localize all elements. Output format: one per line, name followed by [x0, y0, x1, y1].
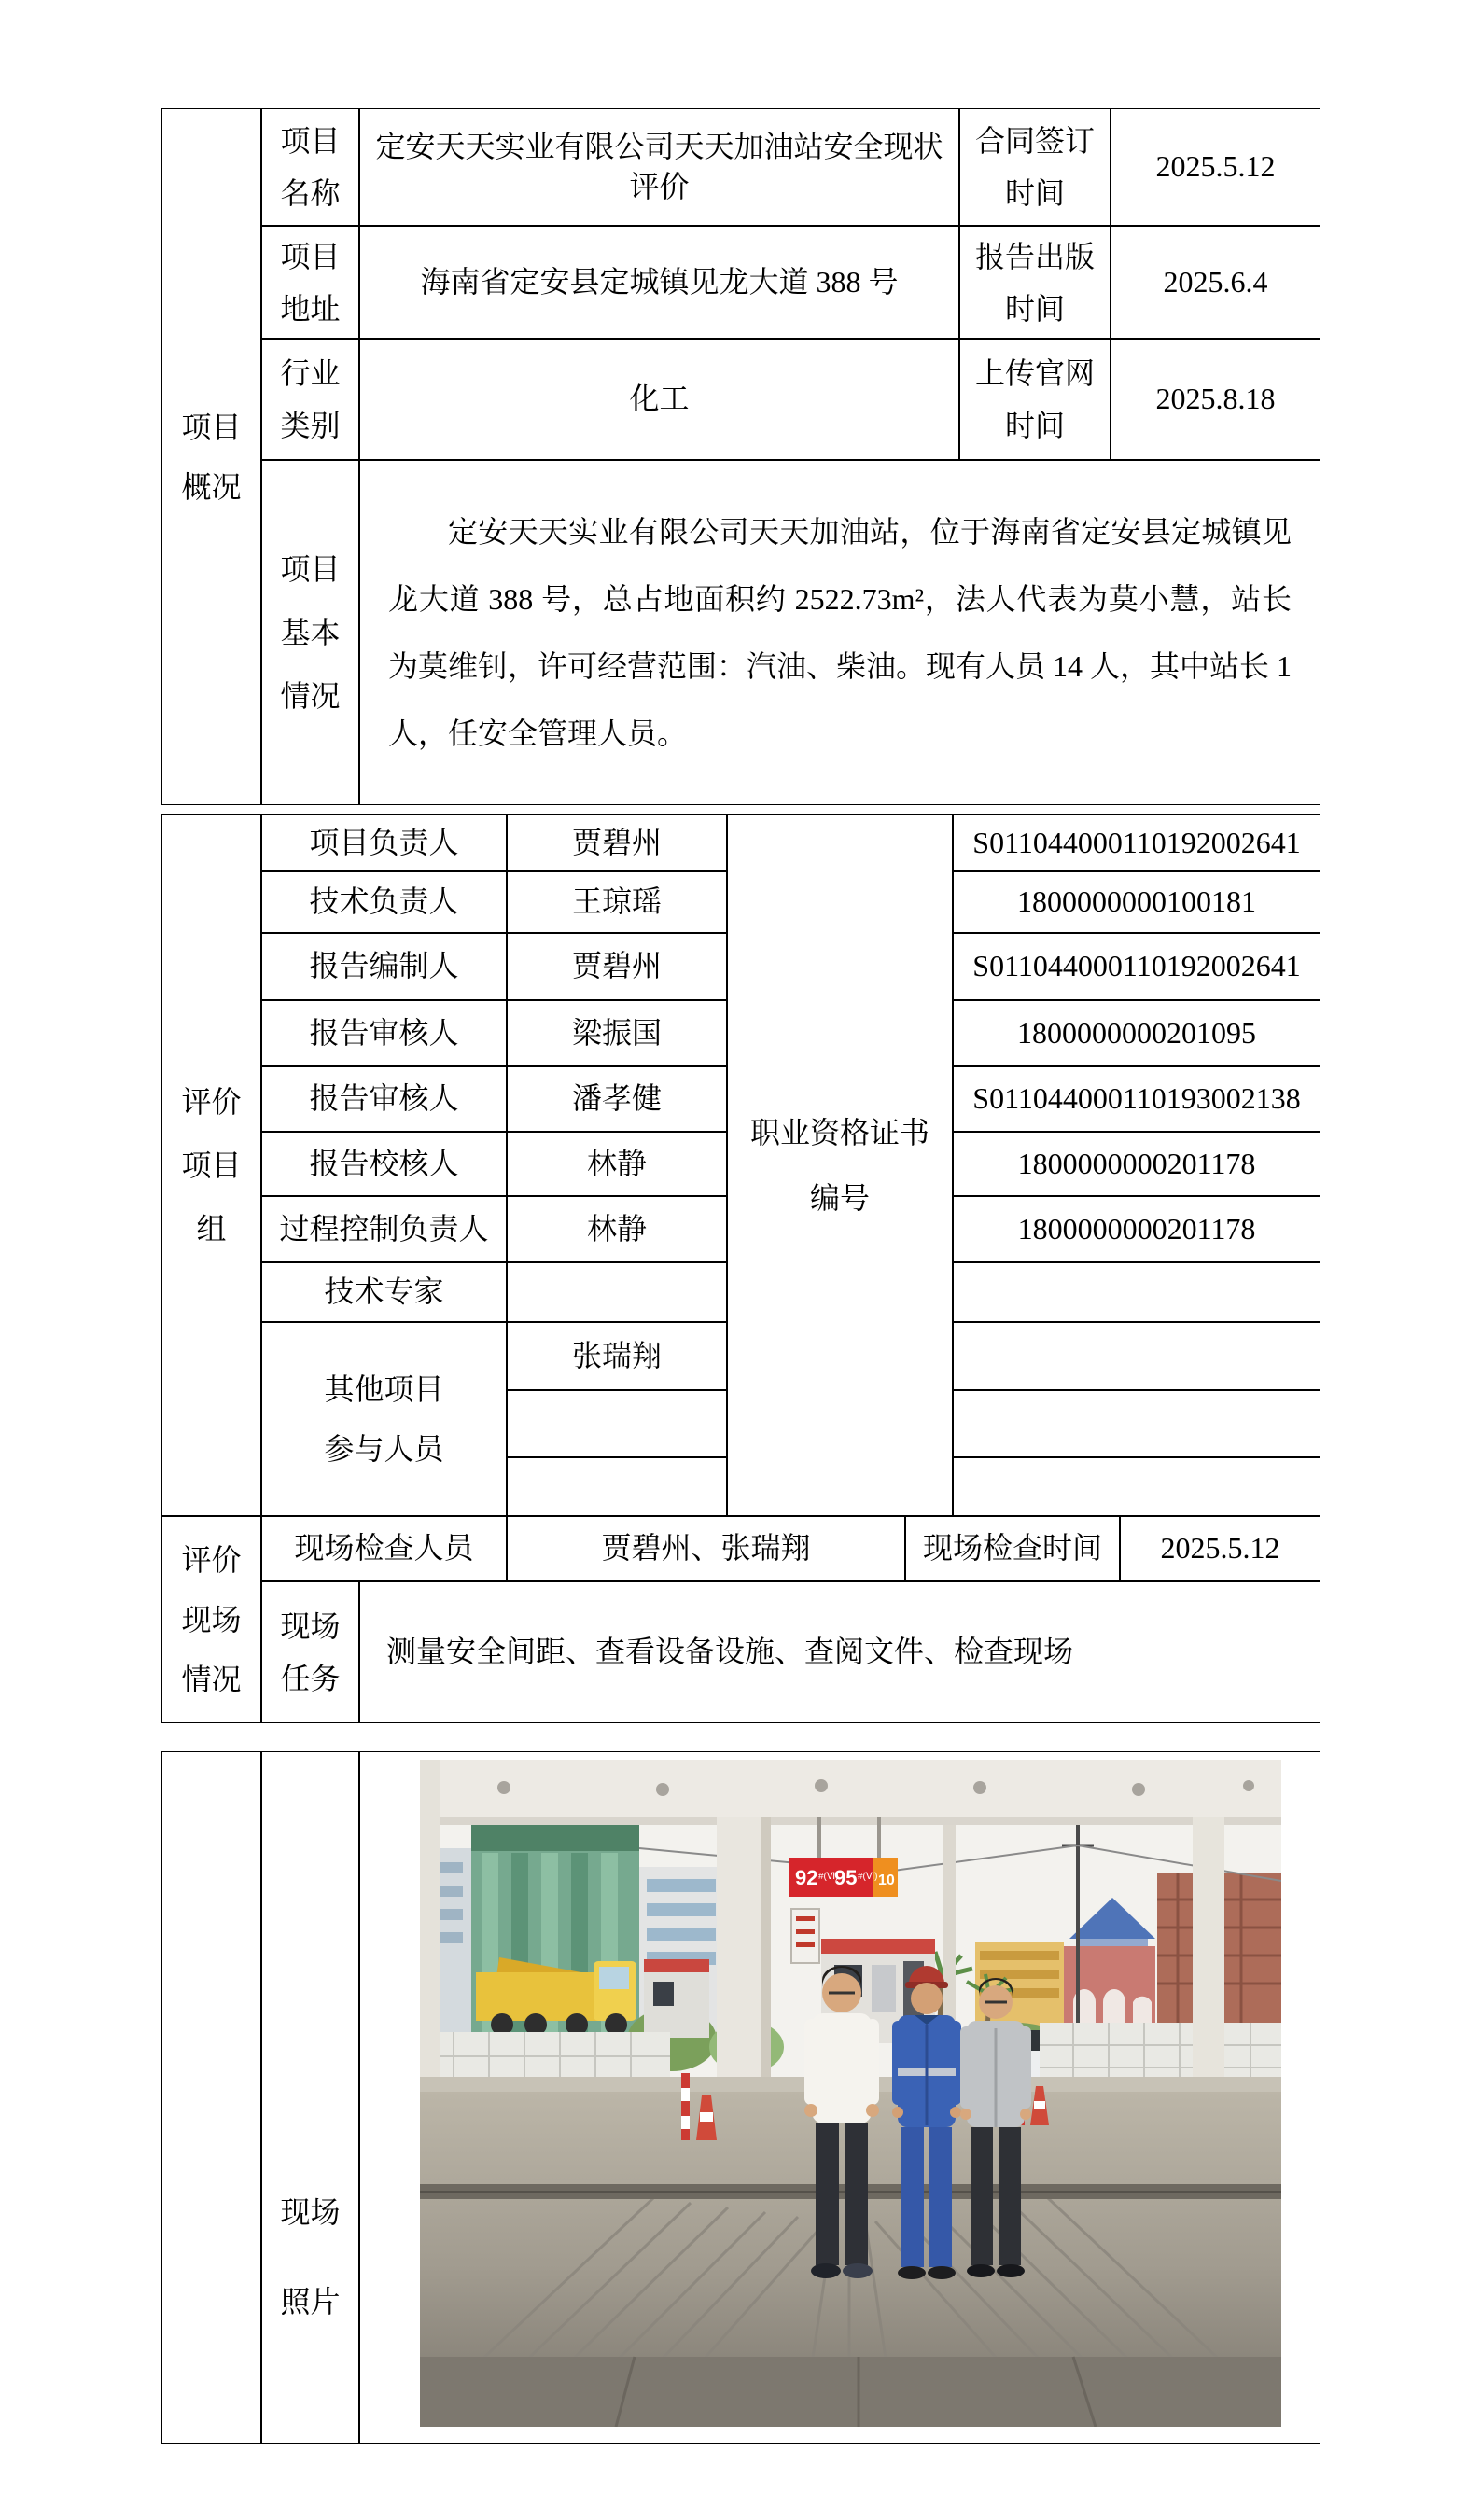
role-report-reviewer-1: 报告审核人	[261, 1000, 507, 1066]
site-photo	[420, 1760, 1281, 2427]
other-participant-name-3	[507, 1457, 727, 1516]
cert-tech-leader: 1800000000100181	[953, 871, 1320, 933]
role-report-reviewer-2: 报告审核人	[261, 1066, 507, 1132]
cert-process-control: 1800000000201178	[953, 1196, 1320, 1262]
inspectors-value: 贾碧州、张瑞翔	[507, 1516, 905, 1581]
inspection-time-value: 2025.5.12	[1120, 1516, 1320, 1581]
name-report-checker: 林静	[507, 1132, 727, 1196]
cert-report-checker: 1800000000201178	[953, 1132, 1320, 1196]
upload-site-time-value: 2025.8.18	[1111, 339, 1320, 460]
other-participant-cert-3	[953, 1457, 1320, 1516]
site-task-text: 测量安全间距、查看设备设施、查阅文件、检查现场	[386, 1635, 1074, 1669]
basic-situation-label: 项目 基本 情况	[261, 460, 359, 805]
upload-site-time-label: 上传官网 时间	[959, 339, 1111, 460]
inspection-time-label: 现场检查时间	[905, 1516, 1120, 1581]
industry-category-label: 行业 类别	[261, 339, 359, 460]
photo-left-empty-cell	[161, 1751, 261, 2444]
report-publish-time-label: 报告出版 时间	[959, 226, 1111, 339]
contract-sign-time-value: 2025.5.12	[1111, 108, 1320, 226]
cert-report-reviewer-2: S011044000110193002138	[953, 1066, 1320, 1132]
cert-project-leader: S011044000110192002641	[953, 814, 1320, 871]
name-report-writer: 贾碧州	[507, 933, 727, 1000]
cert-report-reviewer-1: 1800000000201095	[953, 1000, 1320, 1066]
price-grade-92: 92	[795, 1866, 818, 1889]
name-report-reviewer-2: 潘孝健	[507, 1066, 727, 1132]
other-participants-label: 其他项目 参与人员	[261, 1322, 507, 1516]
role-process-control: 过程控制负责人	[261, 1196, 507, 1262]
name-tech-expert	[507, 1262, 727, 1322]
role-report-writer: 报告编制人	[261, 933, 507, 1000]
industry-category-value: 化工	[359, 339, 959, 460]
contract-sign-time-label: 合同签订 时间	[959, 108, 1111, 226]
role-tech-leader: 技术负责人	[261, 871, 507, 933]
canopy-ceiling	[420, 1760, 1281, 1825]
project-address-label: 项目 地址	[261, 226, 359, 339]
name-project-leader: 贾碧州	[507, 814, 727, 871]
project-name-label: 项目 名称	[261, 108, 359, 226]
name-report-reviewer-1: 梁振国	[507, 1000, 727, 1066]
price-grade-95-sub: #(Ⅵ)	[858, 1872, 878, 1882]
report-publish-time-value: 2025.6.4	[1111, 226, 1320, 339]
price-sign-right: 10	[878, 1873, 895, 1888]
other-participant-cert-2	[953, 1390, 1320, 1457]
cert-report-writer: S011044000110192002641	[953, 933, 1320, 1000]
role-tech-expert: 技术专家	[261, 1262, 507, 1322]
project-name-value: 定安天天实业有限公司天天加油站安全现状评价	[359, 108, 959, 226]
site-task-label: 现场 任务	[261, 1581, 359, 1723]
role-project-leader: 项目负责人	[261, 814, 507, 871]
cert-number-label: 职业资格证书 编号	[727, 814, 953, 1516]
other-participant-cert-1	[953, 1322, 1320, 1390]
inspectors-label: 现场检查人员	[261, 1516, 507, 1581]
price-grade-95: 95	[834, 1866, 858, 1889]
site-photo-label: 现场 照片	[261, 1751, 359, 2444]
other-participant-name-2	[507, 1390, 727, 1457]
role-report-checker: 报告校核人	[261, 1132, 507, 1196]
site-task-text-cell	[359, 1581, 1320, 1723]
other-participant-name-1: 张瑞翔	[507, 1322, 727, 1390]
site-group-label: 评价 现场 情况	[161, 1516, 261, 1723]
basic-situation-text: 定安天天实业有限公司天天加油站，位于海南省定安县定城镇见龙大道 388 号，总占地面积约 2522.73m²，法人代表为莫小慧，站长为莫维钊，许可经营范围：汽油、柴油。现有人员 14 人，其中站长 1 人，任安全管理人员。	[388, 515, 1292, 750]
name-tech-leader: 王琼瑶	[507, 871, 727, 933]
basic-situation-text-cell	[359, 460, 1320, 805]
cert-tech-expert	[953, 1262, 1320, 1322]
team-group-label: 评价 项目 组	[161, 814, 261, 1516]
project-address-value: 海南省定安县定城镇见龙大道 388 号	[359, 226, 959, 339]
overview-group-label: 项目 概况	[161, 108, 261, 805]
name-process-control: 林静	[507, 1196, 727, 1262]
price-grade-92-sub: #(Ⅵ)	[818, 1872, 839, 1882]
